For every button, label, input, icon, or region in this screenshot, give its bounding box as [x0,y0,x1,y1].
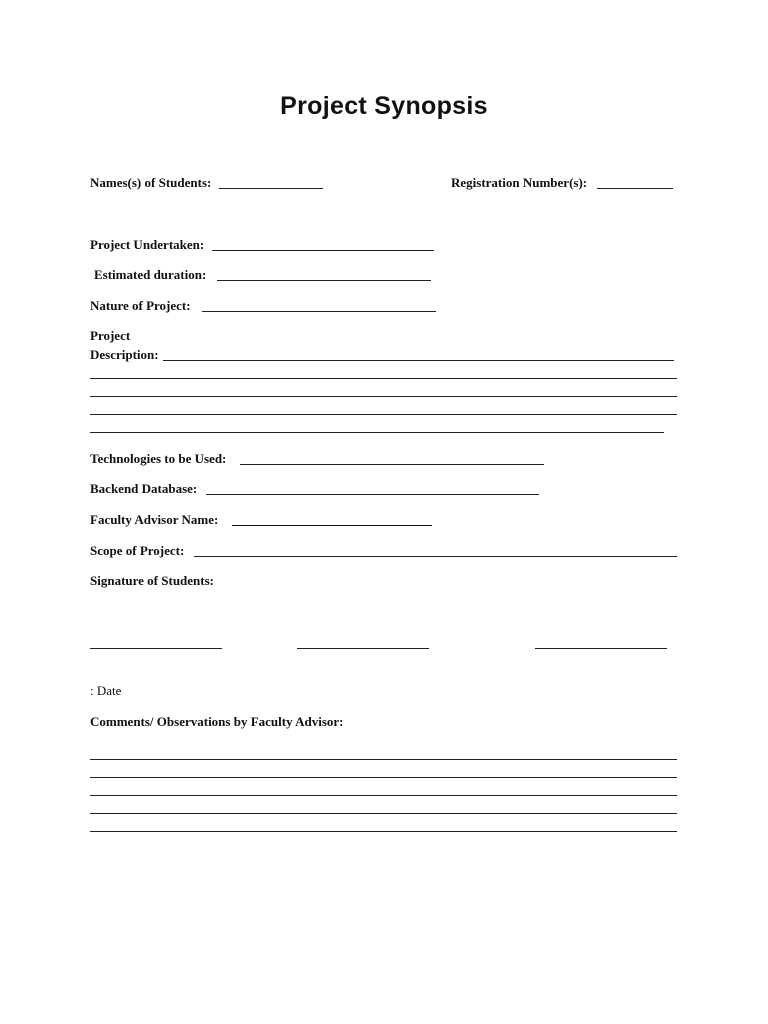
scope-of-project-label: Scope of Project: [90,543,185,558]
student-signature-field-3[interactable] [535,648,667,649]
comments-label: Comments/ Observations by Faculty Advisor: [90,714,344,729]
estimated-duration-field[interactable] [217,280,431,281]
student-signature-field-2[interactable] [297,648,429,649]
registration-numbers-field[interactable] [597,188,673,189]
comments-field-line2[interactable] [90,777,677,778]
scope-of-project-field[interactable] [194,556,677,557]
signature-of-students-label: Signature of Students: [90,573,215,588]
page-title: Project Synopsis [280,92,488,120]
date-label: : Date [90,683,122,698]
project-description-field-line3[interactable] [90,396,677,397]
project-description-field-line1[interactable] [163,360,674,361]
faculty-advisor-name-field[interactable] [232,525,432,526]
comments-field-line4[interactable] [90,813,677,814]
nature-of-project-field[interactable] [202,311,436,312]
estimated-duration-label: Estimated duration: [94,267,207,282]
registration-numbers-label: Registration Number(s): [451,175,588,190]
project-undertaken-label: Project Undertaken: [90,237,205,252]
project-undertaken-field[interactable] [212,250,434,251]
nature-of-project-label: Nature of Project: [90,298,191,313]
backend-database-field[interactable] [206,494,539,495]
student-names-field[interactable] [219,188,323,189]
comments-field-line1[interactable] [90,759,677,760]
project-description-field-line5[interactable] [90,432,664,433]
comments-field-line3[interactable] [90,795,677,796]
technologies-field[interactable] [240,464,544,465]
project-description-label-line1: Project [90,328,131,343]
technologies-label: Technologies to be Used: [90,451,227,466]
student-names-label: Names(s) of Students: [90,175,212,190]
backend-database-label: Backend Database: [90,481,198,496]
faculty-advisor-name-label: Faculty Advisor Name: [90,512,219,527]
project-description-label-line2: Description: [90,347,159,362]
comments-field-line5[interactable] [90,831,677,832]
project-description-field-line4[interactable] [90,414,677,415]
project-description-field-line2[interactable] [90,378,677,379]
student-signature-field-1[interactable] [90,648,222,649]
